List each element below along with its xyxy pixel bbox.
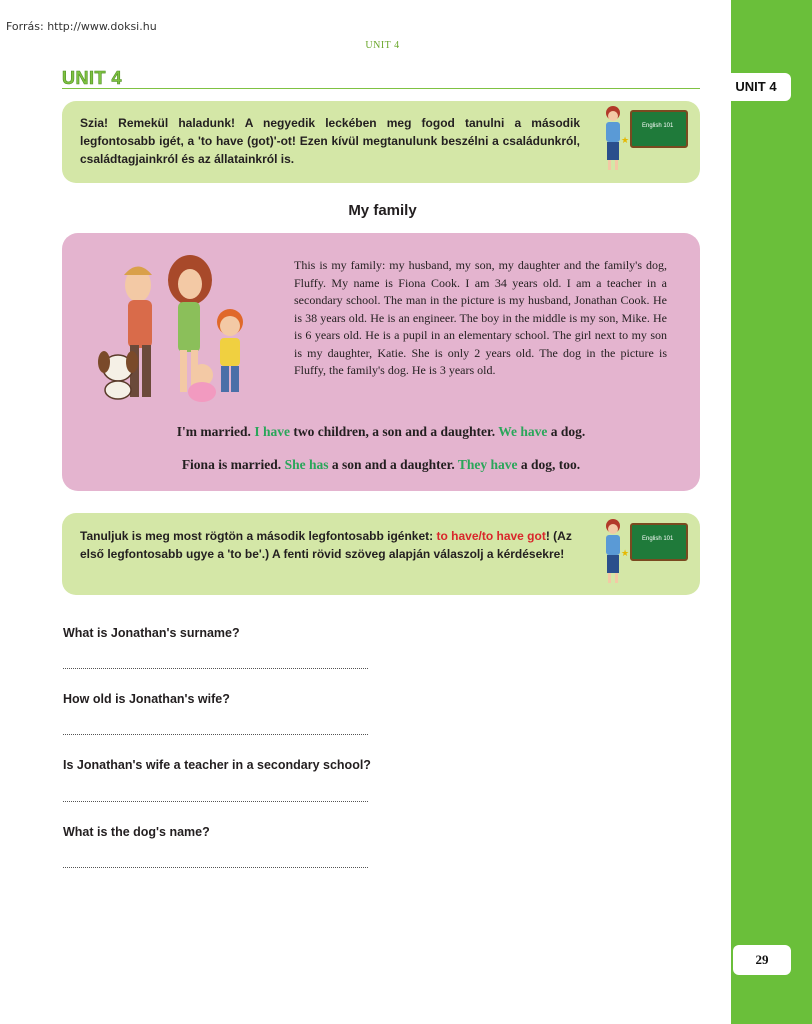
s2-part-c: a son and a daughter. bbox=[331, 457, 455, 472]
s2-verb-they-have: They have bbox=[457, 457, 518, 472]
boy-face bbox=[220, 316, 240, 336]
chalkboard-shape bbox=[631, 524, 687, 560]
question-1: What is Jonathan's surname? bbox=[63, 626, 240, 640]
board-label-2: English 101 bbox=[642, 536, 674, 542]
story-text: This is my family: my husband, my son, my daughter and the family's dog, Fluffy. My name is Fiona Cook. I am 34 years old. I am a teacher in a secondary school. The man in the picture is my husband, Jonathan Cook. He is 38 years old. He is an engineer. The boy in the middle is my son, Mike. He is 6 years old. He is a pupil in an elementary school. The girl next to my son is my daughter, Katie. She is only 2 years old. The dog in the picture is Fluffy, the family's dog. He is 3 years old. bbox=[294, 258, 667, 377]
answer-line-2[interactable] bbox=[63, 734, 368, 735]
answer-line-3[interactable] bbox=[63, 801, 368, 802]
source-label: Forrás: http://www.doksi.hu bbox=[6, 20, 157, 33]
question-4: What is the dog's name? bbox=[63, 825, 210, 839]
s2-part-e: a dog, too. bbox=[520, 457, 581, 472]
intro-text: Szia! Remekül haladunk! A negyedik leckében meg fogod tanulni a második legfontosabb igét, a 'to have (got)'-ot! Ezen kívül megtanulunk beszélni a családunkról, családtagjainkról és az állatainkról is. bbox=[80, 116, 580, 166]
answer-line-4[interactable] bbox=[63, 867, 368, 868]
learn-text-after: ! (Az első legfontosabb ugye a 'to be'.) A fenti rövid szöveg alapján válaszolj a kérdésekre! bbox=[80, 529, 572, 561]
wife-face bbox=[178, 269, 202, 299]
boy-body bbox=[220, 338, 240, 366]
star-icon: ★ bbox=[621, 136, 630, 146]
unit-side-tab: UNIT 4 bbox=[721, 73, 791, 101]
teacher-body bbox=[606, 122, 620, 142]
girl-body bbox=[188, 382, 216, 402]
question-3: Is Jonathan's wife a teacher in a secondary school? bbox=[63, 758, 371, 772]
learn-text bbox=[80, 527, 580, 563]
husband-body bbox=[128, 300, 152, 348]
family-illustration bbox=[90, 240, 290, 410]
chalkboard-shape bbox=[631, 111, 687, 147]
page-number: 29 bbox=[733, 945, 791, 975]
teacher-illustration bbox=[597, 103, 689, 173]
wife-body bbox=[178, 302, 200, 352]
answer-line-1[interactable] bbox=[63, 668, 368, 669]
example-sentence-1 bbox=[62, 424, 700, 440]
s2-part-a: Fiona is married. bbox=[181, 457, 282, 472]
learn-text-before: Tanuljuk is meg most rögtön a második legfontosabb igénket: bbox=[80, 529, 437, 543]
learn-highlight: to have/to have got bbox=[436, 529, 546, 543]
example-sentence-2 bbox=[62, 457, 700, 473]
teacher-face bbox=[608, 111, 618, 121]
s1-part-e: a dog. bbox=[550, 424, 586, 439]
s1-verb-we-have: We have bbox=[498, 424, 548, 439]
s1-verb-i-have: I have bbox=[254, 424, 290, 439]
s1-part-a: I'm married. bbox=[176, 424, 251, 439]
side-color-bar bbox=[731, 0, 812, 1024]
running-header: UNIT 4 bbox=[365, 40, 400, 51]
s2-verb-she-has: She has bbox=[284, 457, 329, 472]
s1-part-c: two children, a son and a daughter. bbox=[293, 424, 496, 439]
question-2: How old is Jonathan's wife? bbox=[63, 692, 230, 706]
unit-heading: UNIT 4 bbox=[62, 68, 123, 88]
heading-rule bbox=[62, 88, 700, 89]
section-title: My family bbox=[348, 202, 417, 219]
teacher-illustration-2 bbox=[597, 516, 689, 586]
star-icon: ★ bbox=[621, 549, 630, 559]
board-label: English 101 bbox=[642, 123, 674, 129]
dog-body bbox=[105, 381, 131, 399]
teacher-skirt bbox=[607, 142, 619, 160]
